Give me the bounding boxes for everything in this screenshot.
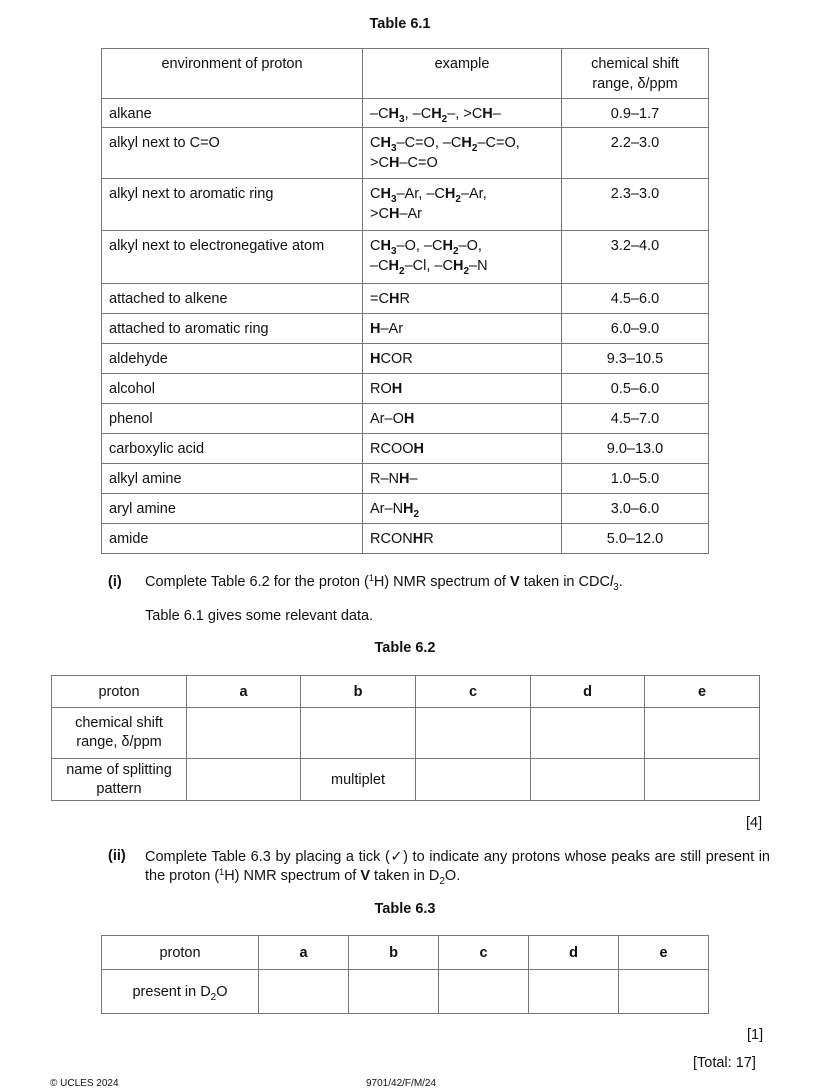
chemical-shift-cell: 6.0–9.0 (562, 314, 709, 344)
chemical-shift-cell: 5.0–12.0 (562, 524, 709, 554)
formula-fragment: H (399, 471, 410, 487)
example-line (370, 289, 554, 309)
example-cell (363, 524, 562, 554)
table-6-3-title: Table 6.3 (374, 901, 436, 917)
row-label-proton: proton (102, 936, 259, 970)
proton-header-c: c (416, 676, 531, 708)
table-row (102, 231, 709, 284)
example-line (370, 529, 554, 549)
formula-fragment: H (403, 411, 415, 427)
formula-fragment: H (442, 238, 453, 254)
formula-fragment: H (388, 106, 400, 122)
table-row (102, 128, 709, 179)
formula-fragment: Ar–N (370, 501, 404, 517)
environment-cell: alcohol (102, 374, 363, 404)
shift-answer-cell-d[interactable] (531, 708, 645, 759)
part-i-marks: [4] (746, 815, 763, 831)
environment-cell: alkyl next to C=O (102, 128, 363, 179)
table-row (102, 179, 709, 231)
table-row (102, 404, 709, 434)
formula-fragment: H (452, 258, 464, 274)
formula-fragment: H (482, 106, 493, 122)
formula-fragment: 3 (390, 143, 397, 154)
example-line (370, 236, 554, 256)
formula-fragment: –C (370, 106, 389, 122)
environment-cell: aldehyde (102, 344, 363, 374)
part-i-label: (i) (108, 574, 122, 590)
example-cell (363, 179, 562, 231)
example-line (370, 153, 554, 173)
example-line (370, 204, 554, 224)
formula-fragment: , –C (404, 106, 432, 122)
part-i-note: Table 6.1 gives some relevant data. (145, 608, 374, 624)
chemical-shift-cell: 0.9–1.7 (562, 99, 709, 128)
environment-cell: alkyl next to aromatic ring (102, 179, 363, 231)
environment-cell: aryl amine (102, 494, 363, 524)
formula-fragment: H (412, 531, 424, 547)
formula-fragment: –Ar, (460, 186, 487, 202)
part-ii-label: (ii) (108, 848, 126, 864)
formula-fragment: H (413, 441, 424, 457)
example-cell (363, 99, 562, 128)
environment-cell: carboxylic acid (102, 434, 363, 464)
example-line (370, 319, 554, 339)
row-label-chemical-shift: chemical shift range, δ/ppm (52, 708, 187, 759)
formula-fragment: >C (370, 206, 389, 222)
formula-fragment: >C (370, 155, 389, 171)
table-row (102, 464, 709, 494)
formula-fragment: 3 (390, 246, 397, 257)
row-label-present-in-d2o: present in $D_2O$ (102, 970, 259, 1014)
example-line (370, 349, 554, 369)
example-line (370, 256, 554, 276)
tick-answer-cell-c[interactable] (439, 970, 529, 1014)
table-row (102, 494, 709, 524)
example-cell (363, 128, 562, 179)
formula-fragment: –Ar, –C (396, 186, 445, 202)
example-cell (363, 344, 562, 374)
table-row (102, 374, 709, 404)
table-6-1 (101, 48, 709, 554)
example-cell (363, 434, 562, 464)
table-row (102, 344, 709, 374)
formula-fragment: H (388, 291, 400, 307)
example-line (370, 409, 554, 429)
formula-fragment: –Ar (380, 321, 404, 337)
environment-cell: alkyl next to electronegative atom (102, 231, 363, 284)
table-row (102, 284, 709, 314)
environment-cell: attached to aromatic ring (102, 314, 363, 344)
shift-answer-cell-e[interactable] (645, 708, 760, 759)
shift-answer-cell-b[interactable] (301, 708, 416, 759)
example-line (370, 469, 554, 489)
header-environment: environment of proton (102, 49, 363, 99)
chemical-shift-cell: 0.5–6.0 (562, 374, 709, 404)
shift-answer-cell-c[interactable] (416, 708, 531, 759)
proton-header-b: b (301, 676, 416, 708)
table-6-2 (51, 675, 760, 801)
formula-fragment: H (388, 258, 400, 274)
chemical-shift-cell: 4.5–7.0 (562, 404, 709, 434)
formula-fragment: –C (370, 258, 389, 274)
formula-fragment: H (431, 106, 442, 122)
proton-header-a: a (259, 936, 349, 970)
formula-fragment: H (380, 186, 391, 202)
formula-fragment: C (370, 186, 381, 202)
formula-fragment: –, >C (447, 106, 483, 122)
splitting-answer-cell-b[interactable]: multiplet (301, 759, 416, 801)
splitting-answer-cell-a[interactable] (187, 759, 301, 801)
formula-fragment: 2 (463, 266, 469, 277)
tick-answer-cell-e[interactable] (619, 970, 709, 1014)
chemical-shift-cell: 2.3–3.0 (562, 179, 709, 231)
table-row (102, 524, 709, 554)
proton-header-e: e (619, 936, 709, 970)
environment-cell: amide (102, 524, 363, 554)
part-i-instruction: Complete Table 6.2 for the proton ($^1$H) NMR spectrum of V taken in CDCl$_3$. (145, 573, 623, 593)
formula-fragment: 2 (441, 114, 448, 125)
total-marks: [Total: 17] (693, 1055, 756, 1071)
formula-fragment: H (388, 206, 400, 222)
formula-fragment: =C (370, 291, 389, 307)
example-line (370, 104, 554, 124)
environment-cell: attached to alkene (102, 284, 363, 314)
example-cell (363, 284, 562, 314)
example-cell (363, 464, 562, 494)
table-row (102, 434, 709, 464)
row-label-proton: proton (52, 676, 187, 708)
formula-fragment: – (409, 471, 418, 487)
environment-cell: alkyl amine (102, 464, 363, 494)
environment-cell: phenol (102, 404, 363, 434)
example-cell (363, 404, 562, 434)
proton-header-d: d (531, 676, 645, 708)
example-cell (363, 314, 562, 344)
example-line (370, 184, 554, 204)
formula-fragment: H (444, 186, 456, 202)
formula-fragment: – (492, 106, 501, 122)
tick-answer-cell-b[interactable] (349, 970, 439, 1014)
footer-paper-code: 9701/42/F/M/24 (366, 1078, 437, 1089)
formula-fragment: 2 (455, 194, 461, 205)
formula-fragment: 2 (399, 266, 405, 277)
table-row (102, 99, 709, 128)
formula-fragment: R (423, 531, 434, 547)
formula-fragment: –Ar (399, 206, 423, 222)
formula-fragment: 3 (390, 194, 397, 205)
chemical-shift-cell: 9.0–13.0 (562, 434, 709, 464)
header-example: example (363, 49, 562, 99)
formula-fragment: H (370, 351, 381, 367)
formula-fragment: 2 (452, 246, 459, 257)
example-line (370, 439, 554, 459)
example-line (370, 499, 554, 519)
formula-fragment: RCOO (370, 441, 414, 457)
footer-copyright: © UCLES 2024 (50, 1078, 119, 1089)
formula-fragment: H (380, 238, 391, 254)
header-chemical-shift: chemical shift range, δ/ppm (562, 49, 709, 99)
formula-fragment: H (370, 321, 381, 337)
proton-header-e: e (645, 676, 760, 708)
example-cell (363, 374, 562, 404)
proton-header-b: b (349, 936, 439, 970)
formula-fragment: C (370, 238, 381, 254)
splitting-answer-cell-d[interactable] (531, 759, 645, 801)
example-cell (363, 494, 562, 524)
example-cell (363, 231, 562, 284)
formula-fragment: –O, –C (396, 238, 443, 254)
proton-header-c: c (439, 936, 529, 970)
formula-fragment: –C=O (399, 155, 438, 171)
formula-fragment: –Cl, –C (404, 258, 453, 274)
table-header-row (102, 49, 709, 99)
formula-fragment: H (461, 135, 472, 151)
chemical-shift-cell: 1.0–5.0 (562, 464, 709, 494)
formula-fragment: RCON (370, 531, 413, 547)
shift-answer-cell-a[interactable] (187, 708, 301, 759)
proton-header-d: d (529, 936, 619, 970)
table-6-3 (101, 935, 709, 1014)
formula-fragment: 2 (471, 143, 478, 154)
row-label-splitting: name of splitting pattern (52, 759, 187, 801)
formula-fragment: COR (380, 351, 413, 367)
formula-fragment: H (380, 135, 391, 151)
chemical-shift-cell: 9.3–10.5 (562, 344, 709, 374)
formula-fragment: –C=O, –C (396, 135, 462, 151)
formula-fragment: 3 (399, 114, 405, 125)
chemical-shift-cell: 4.5–6.0 (562, 284, 709, 314)
chemical-shift-cell: 3.2–4.0 (562, 231, 709, 284)
formula-fragment: 2 (413, 509, 420, 520)
formula-fragment: H (403, 501, 414, 517)
formula-fragment: H (388, 155, 400, 171)
formula-fragment: R (399, 291, 410, 307)
formula-fragment: H (391, 381, 403, 397)
formula-fragment: –N (469, 258, 488, 274)
proton-header-a: a (187, 676, 301, 708)
table-row (102, 314, 709, 344)
splitting-answer-cell-c[interactable] (416, 759, 531, 801)
tick-answer-cell-a[interactable] (259, 970, 349, 1014)
table-6-2-title: Table 6.2 (374, 640, 436, 656)
formula-fragment: –C=O, (477, 135, 520, 151)
table-6-1-title: Table 6.1 (369, 16, 431, 32)
formula-fragment: Ar–O (370, 411, 404, 427)
chemical-shift-cell: 2.2–3.0 (562, 128, 709, 179)
tick-answer-cell-d[interactable] (529, 970, 619, 1014)
environment-cell: alkane (102, 99, 363, 128)
splitting-answer-cell-e[interactable] (645, 759, 760, 801)
part-ii-instruction: Complete Table 6.3 by placing a tick (✓) to indicate any protons whose peaks are still present in the proton ($^1$H) NMR spectrum of V taken in $D_2O$. (145, 849, 770, 887)
formula-fragment: C (370, 135, 381, 151)
formula-fragment: R–N (370, 471, 400, 487)
example-line (370, 379, 554, 399)
part-ii-marks: [1] (747, 1027, 764, 1043)
formula-fragment: RO (370, 381, 392, 397)
formula-fragment: –O, (458, 238, 482, 254)
example-line (370, 133, 554, 153)
chemical-shift-cell: 3.0–6.0 (562, 494, 709, 524)
